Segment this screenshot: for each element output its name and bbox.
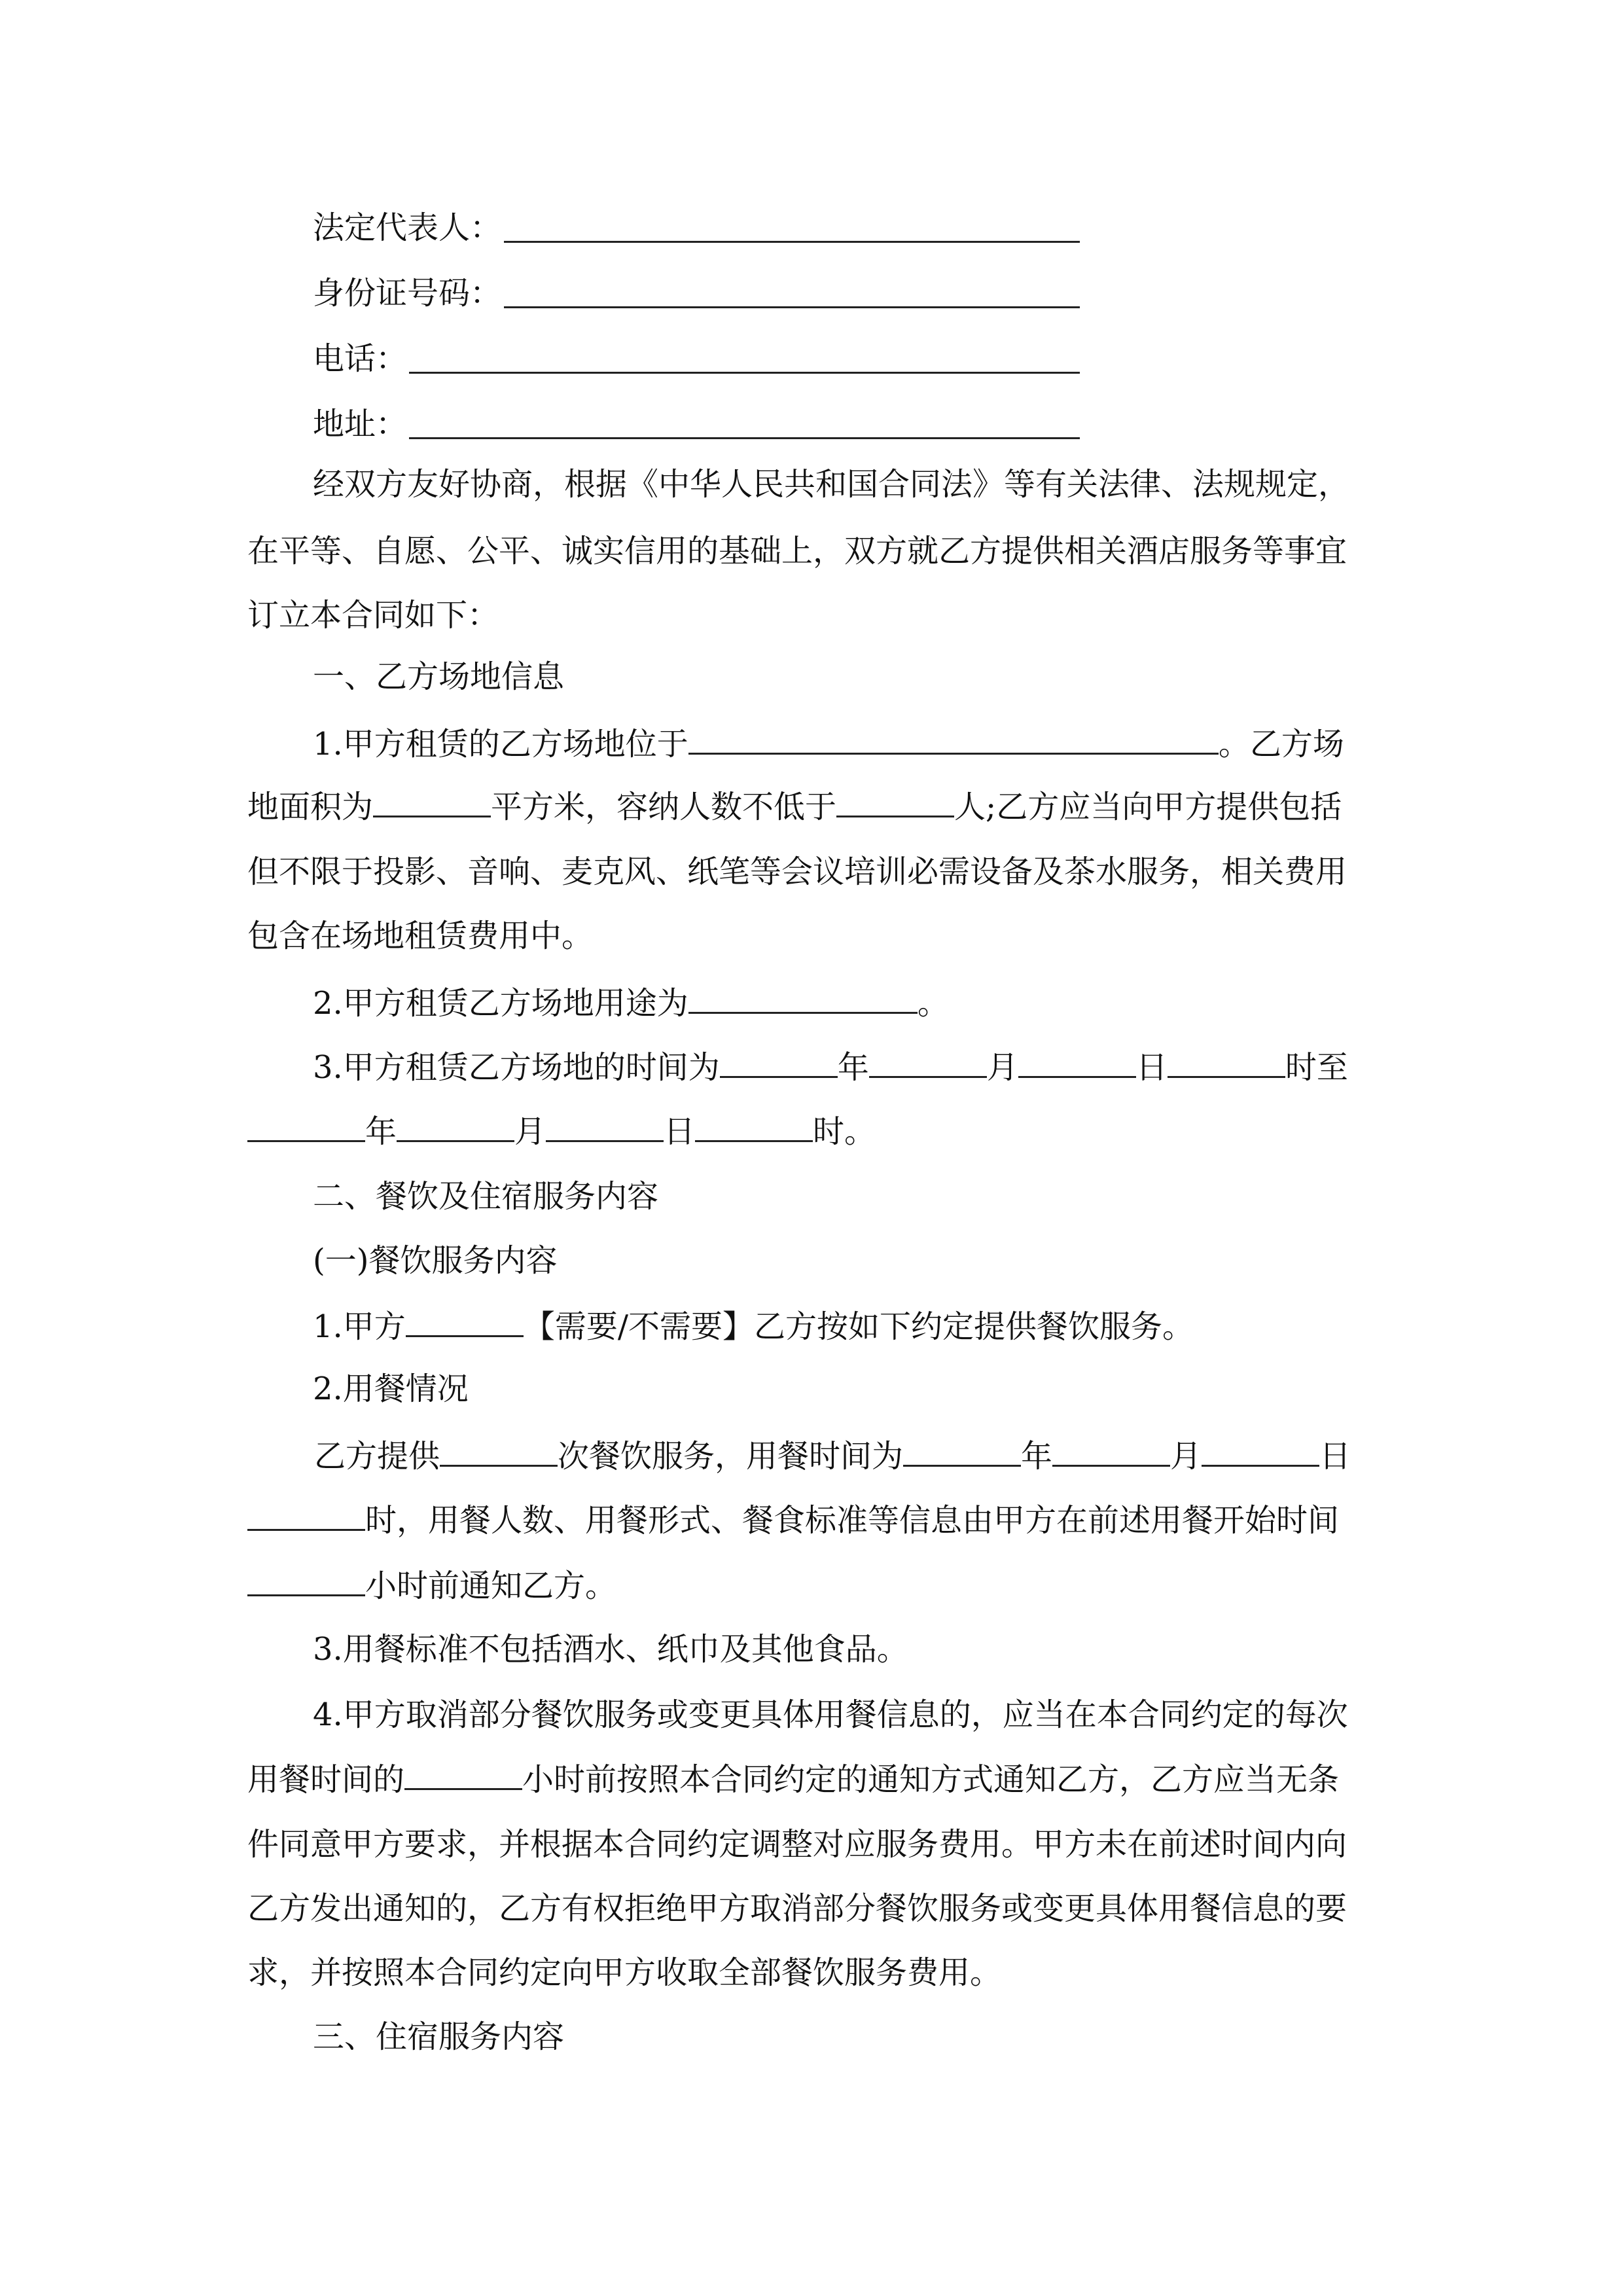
sec2-clause-4-line-2: 用餐时间的 小时前按照本合同约定的通知方式通知乙方，乙方应当无条 (247, 1758, 1389, 1799)
address-blank[interactable] (409, 437, 1080, 439)
section-3-title: 三、住宿服务内容 (313, 2018, 565, 2055)
need-catering-blank[interactable] (406, 1305, 524, 1337)
start-day-blank[interactable] (1018, 1046, 1136, 1078)
phone-label: 电话： (313, 340, 408, 377)
meal-year-blank[interactable] (903, 1435, 1021, 1467)
sec1-clause-1-line-1: 1.甲方租赁的乙方场地位于 。乙方场 (313, 723, 1455, 764)
end-hour-blank[interactable] (695, 1110, 813, 1142)
sec2-clause-2-line-3: 小时前通知乙方。 (247, 1564, 1389, 1605)
meal-count-blank[interactable] (440, 1435, 558, 1467)
address-label: 地址： (313, 406, 408, 442)
sec2-clause-3: 3.用餐标准不包括酒水、纸巾及其他食品。 (313, 1631, 908, 1668)
section-1-title: 一、乙方场地信息 (313, 658, 565, 695)
sec2-clause-2-title: 2.用餐情况 (313, 1371, 469, 1407)
id-number-label: 身份证号码： (313, 275, 502, 312)
sec1-clause-1-line-2: 地面积为 平方米，容纳人数不低于 人;乙方应当向甲方提供包括 (247, 785, 1389, 827)
meal-day-blank[interactable] (1202, 1435, 1319, 1467)
sec2-clause-2-line-1: 乙方提供 次餐饮服务，用餐时间为 年 月 日 (314, 1435, 1456, 1476)
area-blank[interactable] (373, 785, 491, 817)
sec2-clause-2-line-2: 时，用餐人数、用餐形式、餐食标准等信息由甲方在前述用餐开始时间 (247, 1499, 1389, 1540)
preamble-line-3: 订立本合同如下： (247, 597, 499, 634)
legal-rep-blank[interactable] (504, 241, 1080, 243)
start-hour-blank[interactable] (1168, 1046, 1285, 1078)
sec1-clause-3-line-1: 3.甲方租赁乙方场地的时间为 年 月 日 时至 (313, 1046, 1455, 1087)
meal-month-blank[interactable] (1052, 1435, 1170, 1467)
venue-purpose-blank[interactable] (688, 982, 918, 1014)
end-month-blank[interactable] (397, 1110, 514, 1142)
sec1-clause-3-line-2: 年 月 日 时。 (247, 1110, 1389, 1151)
preamble-line-2: 在平等、自愿、公平、诚实信用的基础上，双方就乙方提供相关酒店服务等事宜 (247, 533, 1347, 569)
sec2-clause-4-line-4: 乙方发出通知的，乙方有权拒绝甲方取消部分餐饮服务或变更具体用餐信息的要 (247, 1890, 1347, 1927)
end-year-blank[interactable] (247, 1110, 365, 1142)
sec1-clause-1-line-4: 包含在场地租赁费用中。 (247, 918, 594, 954)
sec2-clause-1: 1.甲方 【需要/不需要】乙方按如下约定提供餐饮服务。 (313, 1305, 1455, 1346)
preamble-line-1: 经双方友好协商，根据《中华人民共和国合同法》等有关法律、法规规定， (313, 466, 1350, 503)
notice-hours-blank[interactable] (247, 1564, 365, 1596)
phone-blank[interactable] (409, 372, 1080, 374)
sec2-clause-4-line-5: 求，并按照本合同约定向甲方收取全部餐饮服务费用。 (247, 1954, 1002, 1991)
sec2-clause-4-line-1: 4.甲方取消部分餐饮服务或变更具体用餐信息的，应当在本合同约定的每次 (313, 1696, 1348, 1733)
section-2-title: 二、餐饮及住宿服务内容 (313, 1178, 659, 1215)
sec1-clause-1-line-3: 但不限于投影、音响、麦克风、纸笔等会议培训必需设备及茶水服务，相关费用 (247, 853, 1347, 890)
end-day-blank[interactable] (546, 1110, 664, 1142)
start-year-blank[interactable] (720, 1046, 838, 1078)
id-number-blank[interactable] (504, 306, 1080, 308)
sec1-clause-2: 2.甲方租赁乙方场地用途为 。 (313, 982, 1455, 1023)
meal-hour-blank[interactable] (247, 1499, 365, 1531)
section-2-subtitle: (一)餐饮服务内容 (313, 1242, 558, 1279)
venue-location-blank[interactable] (688, 723, 1219, 755)
cancel-hours-blank[interactable] (404, 1758, 522, 1790)
sec2-clause-4-line-3: 件同意甲方要求，并根据本合同约定调整对应服务费用。甲方未在前述时间内向 (247, 1826, 1347, 1863)
start-month-blank[interactable] (869, 1046, 987, 1078)
legal-rep-label: 法定代表人： (313, 209, 502, 246)
capacity-blank[interactable] (836, 785, 954, 817)
